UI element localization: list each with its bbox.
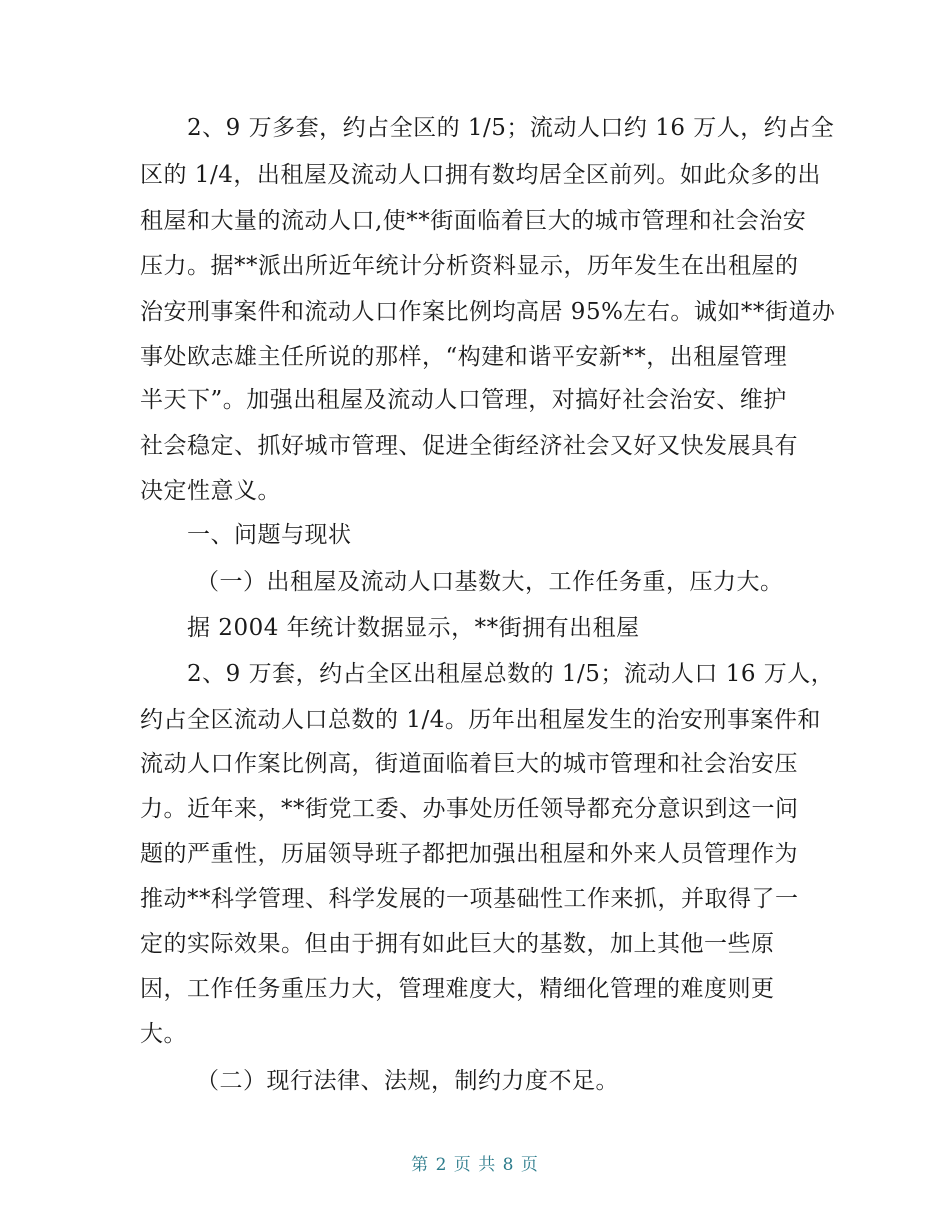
paragraph-line: 据 2004 年统计数据显示，**街拥有出租屋 <box>187 615 640 641</box>
paragraph-line: 定的实际效果。但由于拥有如此巨大的基数，加上其他一些原 <box>140 931 775 957</box>
subsection-heading: （二）现行法律、法规，制约力度不足。 <box>196 1068 619 1094</box>
paragraph-line: 流动人口作案比例高，街道面临着巨大的城市管理和社会治安压 <box>140 751 798 777</box>
paragraph-line: 区的 1/4，出租屋及流动人口拥有数均居全区前列。如此众多的出 <box>140 162 821 188</box>
paragraph-line: 治安刑事案件和流动人口作案比例均高居 95%左右。诚如**街道办 <box>140 299 836 325</box>
paragraph-line: 推动**科学管理、科学发展的一项基础性工作来抓，并取得了一 <box>140 886 799 912</box>
paragraph-line: 大。 <box>140 1021 187 1047</box>
page-number-footer: 第 2 页 共 8 页 <box>411 1155 539 1175</box>
paragraph-line: 决定性意义。 <box>140 478 281 504</box>
subsection-heading: （一）出租屋及流动人口基数大，工作任务重，压力大。 <box>196 569 784 595</box>
paragraph-line: 租屋和大量的流动人口,使**街面临着巨大的城市管理和社会治安 <box>140 208 807 234</box>
paragraph-line: 压力。据**派出所近年统计分析资料显示，历年发生在出租屋的 <box>140 253 799 279</box>
paragraph-line: 2、9 万套，约占全区出租屋总数的 1/5；流动人口 16 万人， <box>187 661 835 687</box>
paragraph-line: 题的严重性，历届领导班子都把加强出租屋和外来人员管理作为 <box>140 841 798 867</box>
paragraph-line: 约占全区流动人口总数的 1/4。历年出租屋发生的治安刑事案件和 <box>140 707 821 733</box>
paragraph-line: 2、9 万多套，约占全区的 1/5；流动人口约 16 万人，约占全 <box>187 115 835 141</box>
paragraph-line: 社会稳定、抓好城市管理、促进全街经济社会又好又快发展具有 <box>140 433 798 459</box>
paragraph-line: 半天下”。加强出租屋及流动人口管理，对搞好社会治安、维护 <box>140 387 787 413</box>
paragraph-line: 事处欧志雄主任所说的那样，“构建和谐平安新**，出租屋管理 <box>140 344 788 370</box>
section-heading: 一、问题与现状 <box>187 522 352 548</box>
paragraph-line: 因，工作任务重压力大，管理难度大，精细化管理的难度则更 <box>140 976 775 1002</box>
paragraph-line: 力。近年来，**街党工委、办事处历任领导都充分意识到这一问 <box>140 796 799 822</box>
